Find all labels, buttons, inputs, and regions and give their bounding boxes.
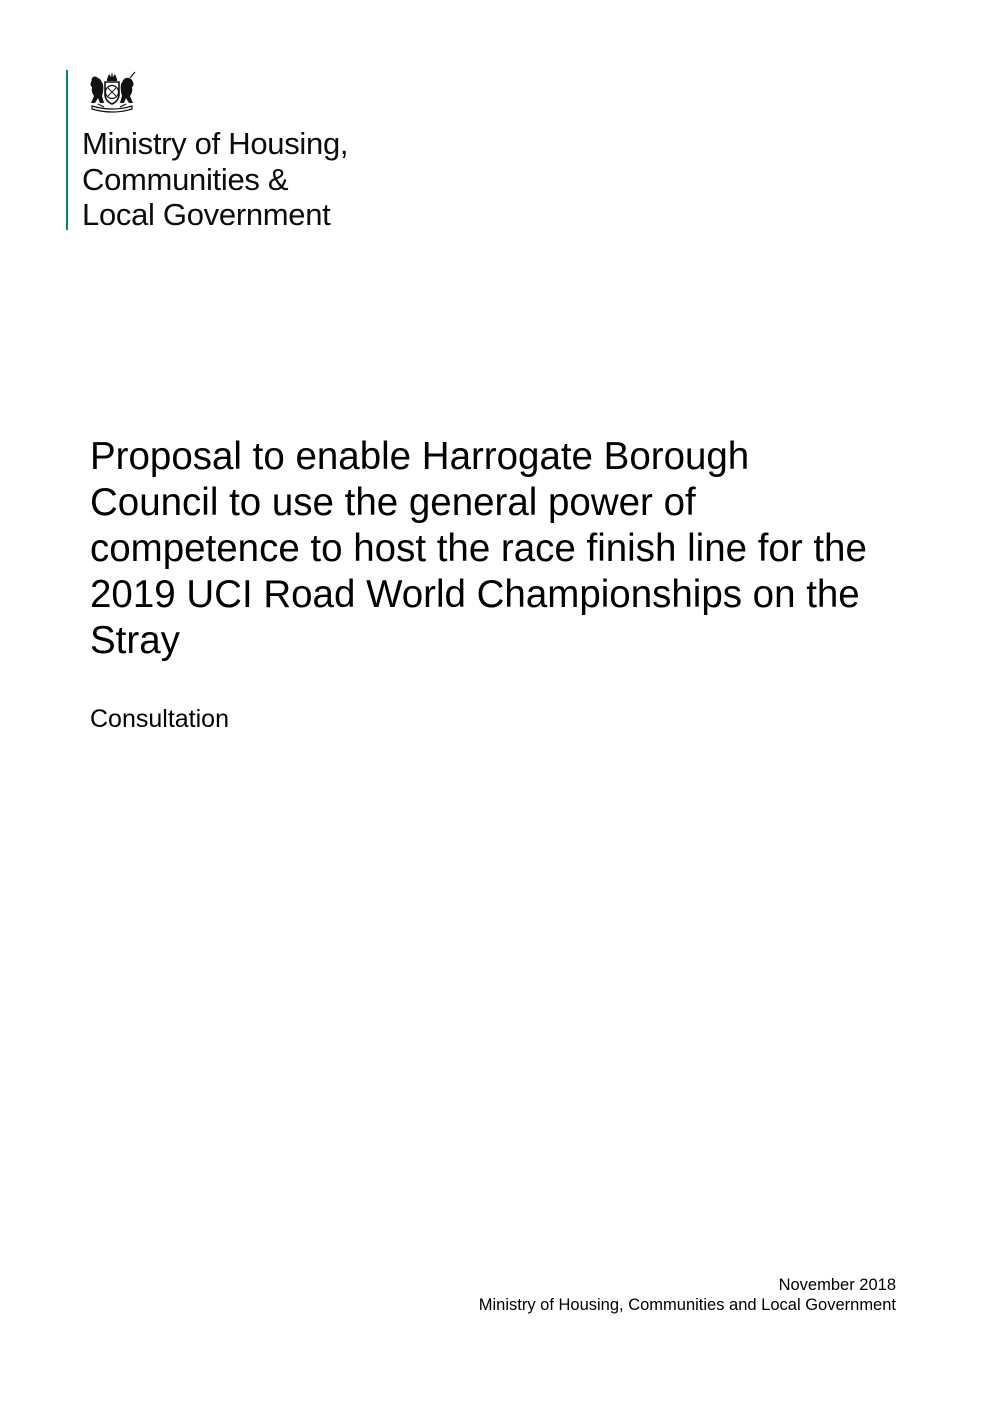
department-name-line-2: Communities & — [82, 161, 289, 197]
document-type: Consultation — [90, 705, 229, 733]
publication-footer — [479, 1275, 896, 1315]
document-title — [90, 434, 920, 664]
title-line-3: competence to host the race finish line for the — [90, 527, 867, 570]
title-line-2: Council to use the general power of — [90, 481, 696, 524]
department-name — [82, 126, 348, 233]
department-name-line-3: Local Government — [82, 197, 331, 232]
title-line-4: 2019 UCI Road World Championships on the — [90, 573, 860, 616]
department-logo — [66, 70, 349, 232]
department-name-line-1: Ministry of Housing, — [82, 126, 349, 161]
title-line-1: Proposal to enable Harrogate Borough — [90, 435, 750, 478]
publisher-name: Ministry of Housing, Communities and Local Government — [478, 1296, 896, 1314]
royal-coat-of-arms-icon — [82, 70, 142, 114]
publication-date: November 2018 — [778, 1276, 896, 1294]
title-line-5: Stray — [90, 619, 180, 662]
